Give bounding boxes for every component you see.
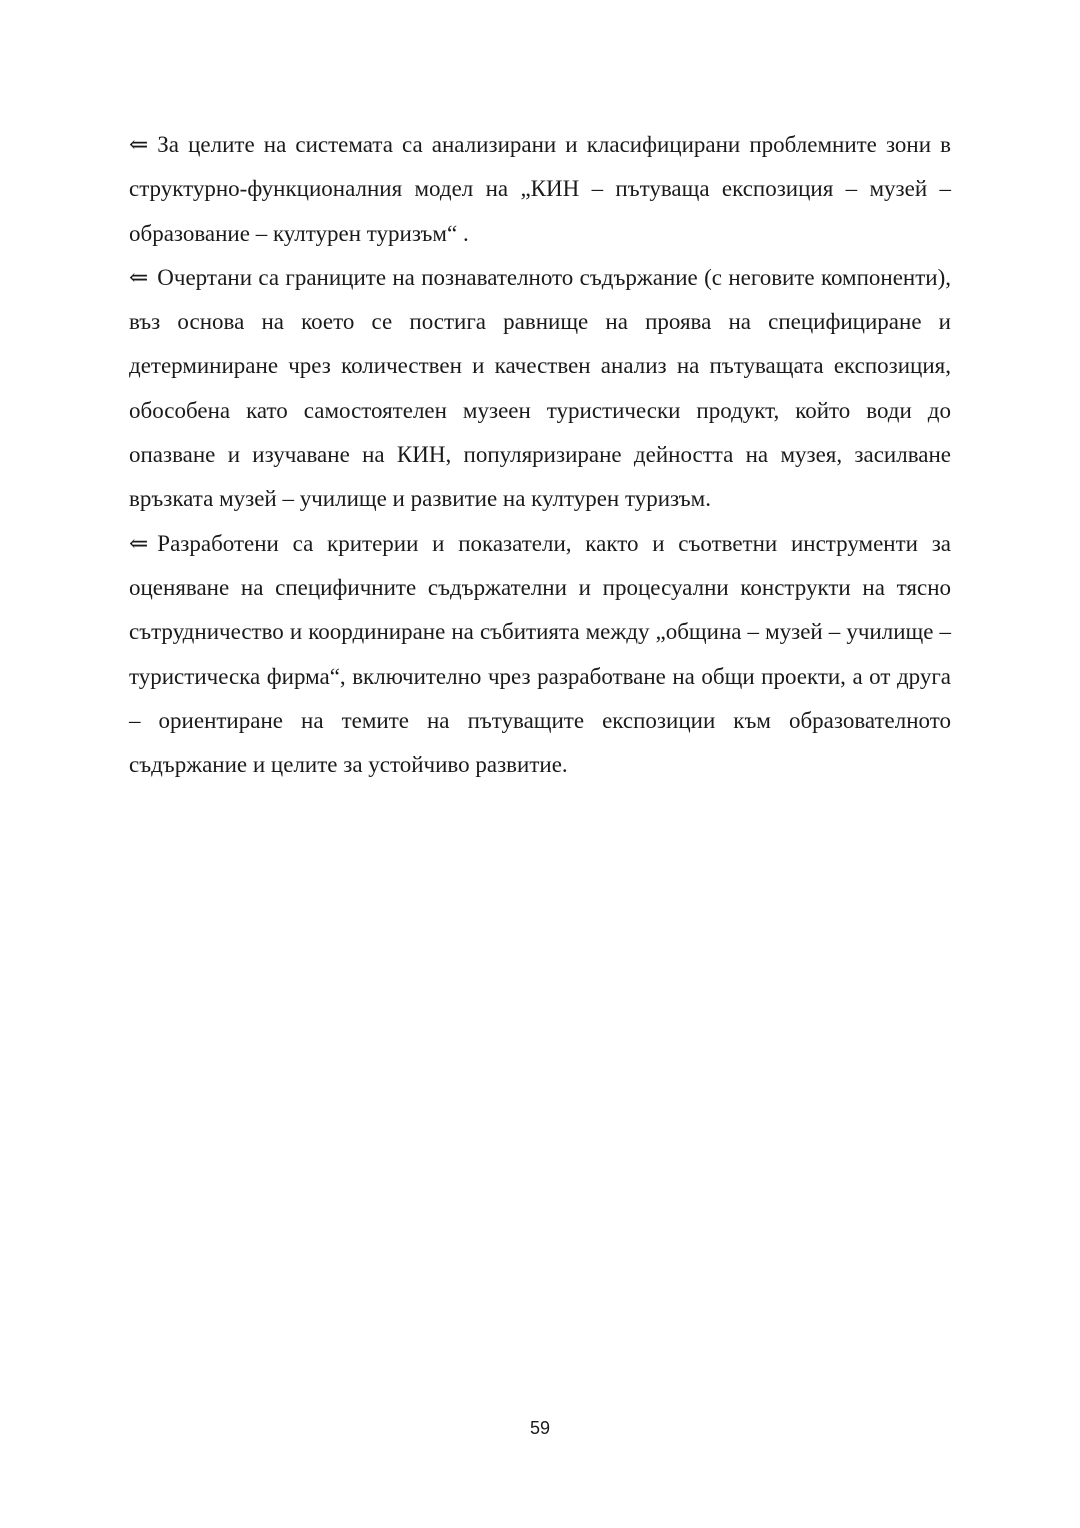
paragraph-3 <box>129 522 951 788</box>
left-double-arrow-icon: ⇐ <box>129 530 149 556</box>
paragraph-2-text: Очертани са границите на познавателното съдържание (с неговите компоненти), въз основа на което се постига равнище на проява на специфициране и детерминиране чрез количествен и качествен анализ на пътуващата експозиция, обособена като самостоятелен музеен туристически продукт, който води до опазване и изучаване на КИН, популяризиране дейността на музея, засилване връзката музей – училище и развитие на културен туризъм. <box>129 264 951 512</box>
paragraph-1-text: За целите на системата са анализирани и класифицирани проблемните зони в структурно-функционалния модел на „КИН – пътуваща експозиция – музей – образование – културен туризъм“ . <box>129 132 951 246</box>
left-double-arrow-icon: ⇐ <box>129 264 149 290</box>
body-text <box>129 123 951 787</box>
paragraph-1 <box>129 123 951 256</box>
left-double-arrow-icon: ⇐ <box>129 132 149 157</box>
page-number: 59 <box>529 1418 551 1438</box>
paragraph-3-text: Разработени са критерии и показатели, както и съответни инструменти за оценяване на специфичните съдържателни и процесуални конструкти на тясно сътрудничество и координиране на събитията между „община – музей – училище – туристическа фирма“, включително чрез разработване на общи проекти, а от друга – ориентиране на темите на пътуващите експозиции към образователното съдържание и целите за устойчиво развитие. <box>129 530 951 778</box>
paragraph-2 <box>129 256 951 522</box>
